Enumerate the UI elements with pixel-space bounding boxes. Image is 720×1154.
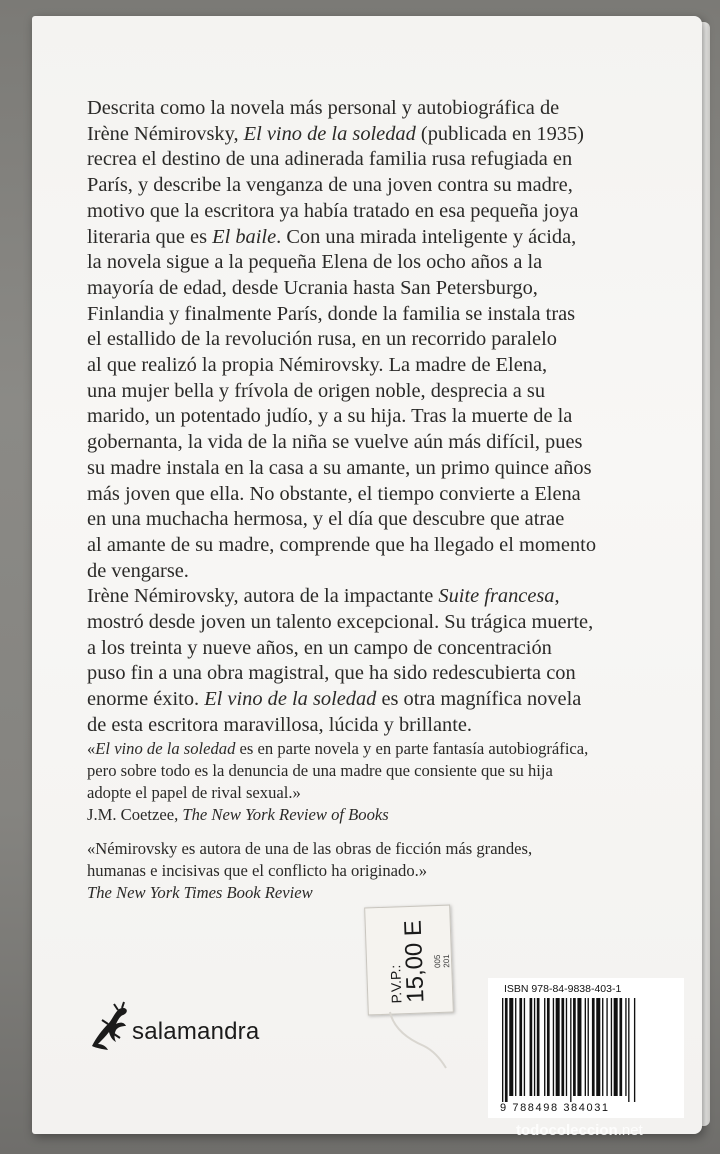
synopsis-line: literaria que es El baile. Con una mirada inteligente y ácida, (87, 225, 577, 248)
barcode-bar (625, 998, 626, 1096)
sticker-code: 005 201 (432, 954, 452, 969)
synopsis-line: puso fin a una obra magistral, que ha sido redescubierta con (87, 662, 576, 685)
isbn-label: ISBN 978-84-9838-403-1 (504, 983, 622, 995)
sticker-string (380, 1010, 460, 1070)
synopsis-line: mostró desde joven un talento excepcional. Su trágica muerte, (87, 611, 594, 634)
barcode-bar (592, 998, 595, 1096)
barcode-bar (573, 998, 576, 1096)
quote-nyt: «Némirovsky es autora de una de las obras de ficción más grandes, humanas e incisivas que el conflicto ha originado.» The New York Times Book Review (87, 838, 647, 904)
barcode-bar (634, 998, 635, 1102)
synopsis-line: al que realizó la propia Némirovsky. La madre de Elena, (87, 354, 548, 377)
barcode-bar (515, 998, 516, 1096)
barcode-bar (611, 998, 612, 1096)
price-sticker (364, 905, 454, 1016)
barcode-bar (509, 998, 513, 1096)
watermark: todocoleccion.net (516, 1122, 643, 1139)
quote-attribution: J.M. Coetzee, The New York Review of Books (87, 805, 389, 824)
barcode-bar (614, 998, 618, 1096)
synopsis-line: el estallido de la revolución rusa, en un recorrido paralelo (87, 328, 557, 351)
synopsis-line: Descrita como la novela más personal y autobiográfica de (87, 97, 560, 119)
synopsis-line: enorme éxito. El vino de la soledad es otra magnífica novela (87, 688, 582, 711)
publisher-name: salamandra (132, 1018, 260, 1045)
synopsis-line: marido, un potentado judío, y a su hija. Tras la muerte de la (87, 405, 573, 428)
synopsis-line: gobernanta, la vida de la niña se vuelve aún más difícil, pues (87, 431, 583, 454)
barcode-bar (570, 998, 571, 1102)
barcode-bar (566, 998, 567, 1096)
barcode (500, 998, 680, 1102)
barcode-bar (544, 998, 545, 1096)
synopsis-text (87, 96, 655, 739)
synopsis-line: la novela sigue a la pequeña Elena de los ocho años a la (87, 251, 543, 274)
synopsis-line: a los treinta y nueve años, en un campo de concentración (87, 636, 552, 659)
synopsis-line: París, y describe la venganza de una joven contra su madre, (87, 174, 573, 197)
synopsis-line: Irène Némirovsky, El vino de la soledad (publicada en 1935) (87, 122, 584, 145)
synopsis-line: Irène Némirovsky, autora de la impactante Suite francesa, (87, 585, 560, 608)
barcode-bar (530, 998, 533, 1096)
synopsis-line: una mujer bella y frívola de origen noble, desprecia a su (87, 379, 546, 402)
price-label: P.V.P.: (387, 964, 405, 1004)
barcode-bar (585, 998, 586, 1096)
barcode-bar (577, 998, 581, 1096)
barcode-bar (502, 998, 503, 1102)
synopsis-line: Finlandia y finalmente París, donde la familia se instala tras (87, 302, 576, 325)
synopsis-line: de vengarse. (87, 559, 189, 582)
synopsis-line: de esta escritora maravillosa, lúcida y brillante. (87, 713, 473, 736)
quote-attribution: The New York Times Book Review (87, 883, 313, 902)
quote-coetzee: «El vino de la soledad es en parte novela y en parte fantasía autobiográfica, pero sobre todo es la denuncia de una madre que consiente que su hija adopte el papel de rival sexual.» J.M. Coetzee, The New York Review of Books (87, 738, 647, 826)
barcode-bar (556, 998, 560, 1096)
barcode-bar (628, 998, 629, 1102)
barcode-bar (519, 998, 522, 1096)
barcode-bar (588, 998, 589, 1096)
synopsis-line: recrea el destino de una adinerada familia rusa refugiada en (87, 148, 573, 171)
barcode-bar (553, 998, 554, 1096)
barcode-bar (619, 998, 622, 1096)
barcode-bar (602, 998, 603, 1096)
synopsis-line: mayoría de edad, desde Ucrania hasta San Petersburgo, (87, 276, 538, 299)
barcode-bar (547, 998, 550, 1096)
synopsis-line: más joven que ella. No obstante, el tiempo convierte a Elena (87, 482, 581, 505)
synopsis-line: en una muchacha hermosa, y el día que descubre que atrae (87, 508, 565, 531)
synopsis-line: su madre instala en la casa a su amante, un primo quince años (87, 456, 592, 479)
barcode-bar (606, 998, 607, 1096)
press-quotes (87, 738, 647, 904)
synopsis-line: al amante de su madre, comprende que ha llegado el momento (87, 533, 597, 556)
price-value: 15,00 E (399, 919, 430, 1004)
isbn-digits: 9 788498 384031 (500, 1102, 610, 1114)
barcode-bar (505, 998, 508, 1102)
barcode-bar (534, 998, 535, 1096)
barcode-bar (596, 998, 600, 1096)
barcode-bar (537, 998, 540, 1096)
barcode-bar (524, 998, 525, 1096)
barcode-bar (561, 998, 564, 1096)
synopsis-line: motivo que la escritora ya había tratado en esa pequeña joya (87, 199, 579, 222)
